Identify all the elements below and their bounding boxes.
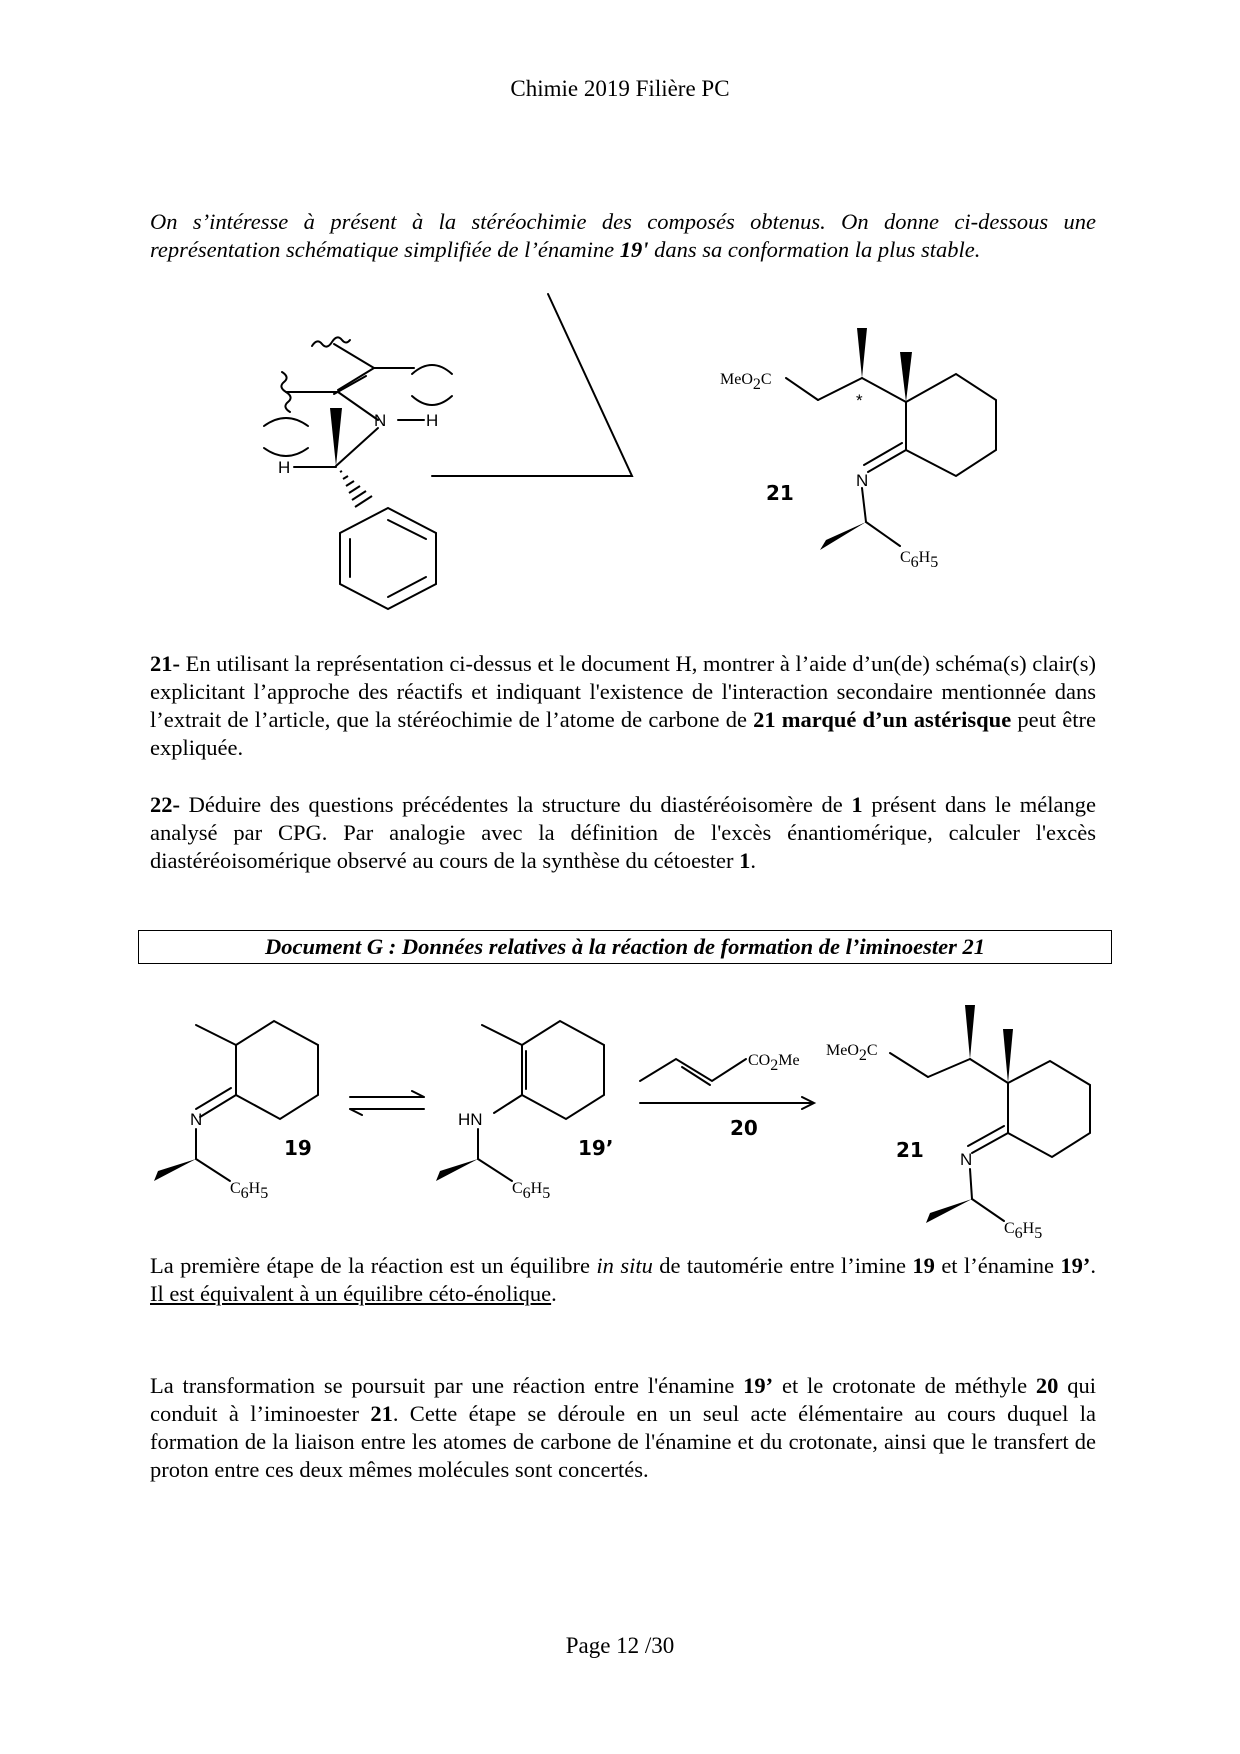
question-text: En utilisant la représentation ci-dessus et le document H, montrer à l’aide d’un(de) schéma(s) clair(s) explicitant l’approche des réactifs et indiquant l'existence de l'interaction secondaire mentionnée dans l’extrait de l’article, que la stéréochimie de l’atome de carbone de — [150, 651, 1096, 732]
bond — [866, 522, 900, 546]
reaction-scheme — [0, 985, 1240, 1245]
wedge-bond — [965, 1005, 975, 1059]
question-bold: 21 marqué d’un astérisque — [753, 707, 1012, 732]
aromatic-bond — [388, 577, 426, 597]
compound-label-19-prime: 19’ — [578, 1136, 614, 1160]
phenyl-group: C6H5 — [230, 1180, 269, 1202]
methyl-bond — [482, 1025, 522, 1045]
enamine-bracket — [432, 294, 632, 476]
bond — [478, 1159, 512, 1181]
paragraph-text: La transformation se poursuit par une réaction entre l'énamine — [150, 1373, 744, 1398]
paragraph-text: . — [1090, 1253, 1096, 1278]
paragraph-bold: 21 — [370, 1401, 393, 1426]
phenyl-group: C6H5 — [1004, 1220, 1043, 1242]
ring-19-prime — [522, 1021, 604, 1119]
paragraph-underlined: Il est équivalent à un équilibre céto-énolique — [150, 1281, 552, 1306]
paragraph-bold: 19’ — [743, 1373, 774, 1398]
bond — [786, 378, 818, 400]
bond — [890, 1053, 928, 1077]
wedge-bond — [857, 328, 867, 378]
phenyl-group: C6H5 — [512, 1180, 551, 1202]
atom-h: H — [426, 411, 439, 430]
paragraph-text: et l’énamine — [934, 1253, 1061, 1278]
bond — [196, 1159, 230, 1181]
bond — [928, 1059, 970, 1077]
atom-n: N — [374, 411, 387, 430]
paragraph-transformation — [150, 1372, 1096, 1484]
paragraph-tautomerism — [150, 1252, 1096, 1308]
question-text: peut être expliquée. — [150, 707, 1096, 760]
atom-h-left: H — [278, 458, 291, 477]
bond — [862, 488, 866, 522]
compound-label-20: 20 — [730, 1116, 758, 1140]
intro-text-2: dans sa conformation la plus stable. — [648, 237, 981, 262]
hashed-bond — [340, 471, 372, 507]
compound-label-21: 21 — [766, 481, 794, 505]
question-bold: 1 — [851, 792, 863, 817]
bond — [862, 378, 906, 402]
intro-compound: 19' — [619, 237, 649, 262]
steric-arc — [264, 448, 308, 456]
atom-n: N — [856, 471, 869, 490]
wedge-bond — [1003, 1029, 1013, 1083]
bond — [334, 344, 374, 368]
bond — [338, 392, 378, 420]
atom-hn: HN — [458, 1110, 483, 1129]
question-21 — [150, 650, 1096, 762]
equilibrium-arrow-back — [350, 1109, 424, 1115]
bond — [970, 1059, 1008, 1083]
bond — [972, 1199, 1004, 1221]
bond — [336, 428, 378, 466]
imine-bond — [200, 1095, 236, 1117]
double-bond — [334, 376, 366, 394]
question-text: . — [750, 848, 757, 873]
document-g-title: Document G : Données relatives à la réaction de formation de l’iminoester 21 — [138, 930, 1112, 964]
phenyl-ring — [340, 508, 436, 609]
question-text: présent dans le mélange analysé par CPG. Par analogie avec la définition de l'excès énantiomérique, calculer l'excès diastéréoisomérique observé au cours de la synthèse du cétoester — [150, 792, 1096, 873]
figure-enamine-schematic — [0, 280, 1240, 620]
paragraph-bold: 19 — [912, 1253, 935, 1278]
imine-double-bond — [968, 1126, 1004, 1146]
cyclohexane-ring — [906, 374, 996, 476]
question-text: Déduire des questions précédentes la structure du diastéréoisomère de — [180, 792, 852, 817]
phenyl-group: C6H5 — [900, 549, 939, 571]
page-number: Page 12 /30 — [565, 1633, 675, 1658]
paragraph-text: et le crotonate de méthyle — [773, 1373, 1036, 1398]
ring-21 — [1008, 1061, 1090, 1157]
question-number: 22- — [150, 792, 180, 817]
compound-label-19: 19 — [284, 1136, 312, 1160]
wedge-bond — [154, 1159, 196, 1181]
paragraph-text: . — [551, 1281, 557, 1306]
wedge-bond — [436, 1159, 478, 1181]
intro-text-1: On s’intéresse à présent à la stéréochimie des composés obtenus. On donne ci-dessous une représentation schématique simplifiée de l’énamine — [150, 209, 1096, 262]
methyl-bond — [196, 1025, 236, 1045]
paragraph-text: La première étape de la réaction est un équilibre — [150, 1253, 597, 1278]
ring-19 — [236, 1021, 318, 1119]
aromatic-bond — [388, 520, 426, 539]
paragraph-text: . Cette étape se déroule en un seul acte élémentaire au cours duquel la formation de la liaison entre les atomes de carbone de l'énamine et du crotonate, ainsi que le transfert de proton entre ces deux mêmes molécules sont concertés. — [150, 1401, 1096, 1482]
meo2c-group: MeO2C — [826, 1042, 878, 1064]
question-22 — [150, 791, 1096, 875]
imine-bond — [972, 1133, 1008, 1153]
wedge-bond — [900, 352, 912, 402]
page-header: Chimie 2019 Filière PC — [510, 76, 730, 101]
atom-n: N — [960, 1150, 973, 1169]
question-number: 21- — [150, 651, 180, 676]
imine-double-bond — [196, 1088, 231, 1109]
paragraph-bold: 20 — [1035, 1373, 1059, 1398]
paragraph-text: de tautomérie entre l’imine — [652, 1253, 913, 1278]
imine-bond — [868, 450, 906, 472]
compound-label-21: 21 — [896, 1138, 924, 1162]
steric-arc — [412, 365, 452, 374]
ester-group: MeO2C — [720, 371, 772, 393]
bond — [970, 1169, 972, 1199]
intro-paragraph — [150, 208, 1096, 264]
co2me-group: CO2Me — [748, 1052, 800, 1074]
wedge-bond — [820, 522, 866, 550]
question-bold: 1 — [739, 848, 751, 873]
crotonate-double-bond — [682, 1067, 710, 1085]
imine-double-bond — [864, 443, 902, 465]
paragraph-italic: in situ — [596, 1253, 653, 1278]
atom-n: N — [190, 1110, 203, 1129]
wedge-bond — [926, 1199, 972, 1223]
bond — [494, 1095, 522, 1113]
crotonate-chain — [640, 1059, 746, 1081]
steric-arc — [412, 396, 452, 405]
paragraph-bold: 19’ — [1060, 1253, 1091, 1278]
reaction-arrow — [640, 1097, 814, 1109]
bond — [338, 368, 374, 390]
stereocenter-asterisk: * — [856, 391, 863, 410]
equilibrium-arrow-forward — [350, 1091, 424, 1097]
steric-arc — [264, 418, 308, 426]
wedge-bond — [330, 408, 342, 466]
wavy-bond-top — [312, 337, 350, 346]
paragraph-text: qui conduit à l’iminoester — [150, 1373, 1096, 1426]
